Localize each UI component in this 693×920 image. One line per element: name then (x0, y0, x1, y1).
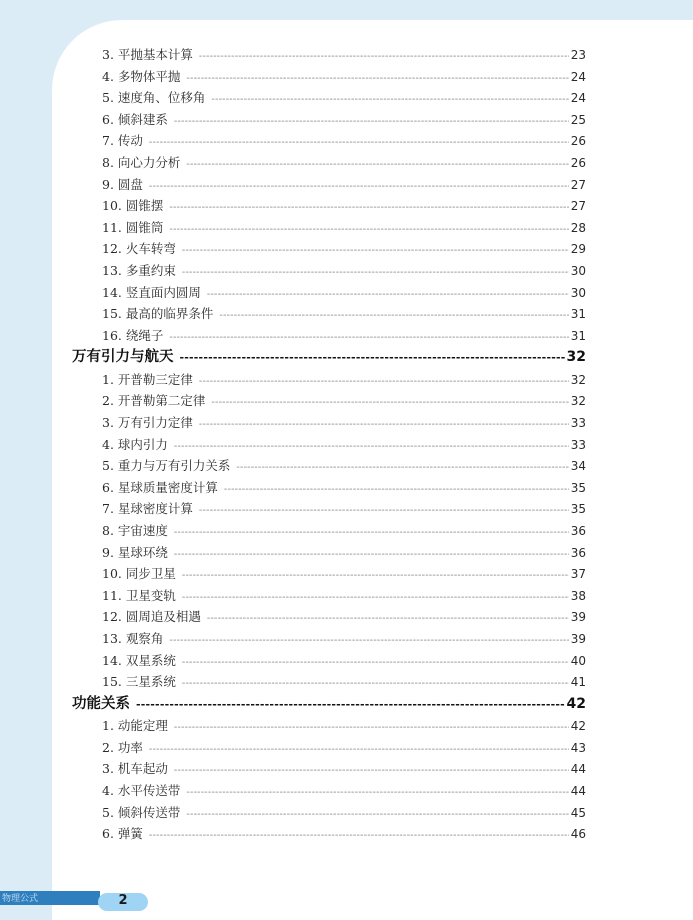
toc-entry[interactable] (72, 369, 586, 391)
toc-dot-leader (186, 68, 568, 90)
toc-entry[interactable] (72, 260, 586, 282)
toc-entry-title: 12. 火车转弯 (102, 241, 176, 257)
toc-dot-leader (199, 414, 569, 436)
toc-entry-title: 5. 倾斜传送带 (102, 804, 181, 820)
toc-dot-leader (207, 284, 569, 306)
toc-entry[interactable] (72, 412, 586, 434)
toc-entry[interactable] (72, 823, 586, 845)
toc-page-number: 29 (570, 242, 586, 257)
toc-entry[interactable] (72, 325, 586, 347)
table-of-contents (72, 44, 586, 845)
toc-entry-title: 3. 万有引力定律 (102, 415, 193, 430)
toc-dot-leader (149, 739, 569, 761)
toc-page-number: 36 (570, 523, 586, 538)
toc-entry[interactable] (72, 758, 586, 780)
toc-entry-title: 6. 星球质量密度计算 (102, 479, 218, 495)
toc-dot-leader (182, 565, 569, 587)
toc-entry-title: 7. 星球密度计算 (102, 501, 193, 517)
footer-label: 物理公式 (2, 894, 39, 904)
toc-page-number: 42 (566, 695, 586, 712)
toc-dot-leader (149, 176, 569, 198)
toc-dot-leader (174, 522, 569, 544)
toc-page-number: 30 (570, 285, 586, 300)
toc-entry-title: 万有引力与航天 (72, 349, 174, 366)
toc-dot-leader (180, 347, 565, 370)
toc-entry[interactable] (72, 585, 586, 607)
toc-dot-leader (174, 436, 569, 458)
toc-dot-leader (149, 825, 569, 847)
toc-entry[interactable] (72, 130, 586, 152)
toc-page-number: 28 (570, 220, 586, 235)
toc-entry[interactable] (72, 671, 586, 693)
toc-page-number: 26 (570, 134, 586, 149)
toc-entry-title: 13. 多重约束 (102, 262, 176, 278)
toc-dot-leader (186, 804, 568, 826)
toc-entry-title: 功能关系 (72, 695, 130, 712)
toc-entry-title: 14. 双星系统 (102, 652, 176, 668)
toc-entry[interactable] (72, 715, 586, 737)
toc-entry-title: 6. 倾斜建系 (102, 111, 168, 127)
toc-dot-leader (182, 673, 569, 695)
toc-page-number: 24 (570, 69, 586, 84)
toc-dot-leader (207, 608, 569, 630)
toc-page-number: 31 (570, 328, 586, 343)
toc-page-number: 27 (570, 177, 586, 192)
toc-dot-leader (199, 371, 569, 393)
toc-dot-leader (174, 760, 569, 782)
toc-entry-title: 7. 传动 (102, 133, 143, 149)
toc-entry-title: 6. 弹簧 (102, 826, 143, 842)
toc-page-number: 41 (570, 675, 586, 690)
toc-dot-leader (211, 89, 568, 111)
toc-entry[interactable] (72, 66, 586, 88)
toc-page-number: 27 (570, 199, 586, 214)
toc-dot-leader (182, 652, 569, 674)
toc-entry[interactable] (72, 563, 586, 585)
toc-entry[interactable] (72, 44, 586, 66)
toc-page-number: 32 (566, 349, 586, 366)
toc-entry-title: 1. 开普勒三定律 (102, 371, 193, 387)
toc-page-number: 39 (570, 610, 586, 625)
toc-entry[interactable] (72, 780, 586, 802)
toc-entry-title: 8. 宇宙速度 (102, 522, 168, 538)
toc-page-number: 33 (570, 416, 586, 430)
footer-page-number: 2 (98, 893, 148, 911)
toc-entry-title: 3. 平抛基本计算 (102, 47, 193, 62)
toc-page-number: 33 (570, 437, 586, 452)
toc-page-number: 26 (570, 155, 586, 170)
toc-entry-title: 4. 水平传送带 (102, 783, 181, 798)
toc-page-number: 35 (570, 502, 586, 517)
toc-entry-title: 11. 圆锥筒 (102, 219, 164, 235)
toc-entry-title: 10. 同步卫星 (102, 566, 176, 582)
toc-entry[interactable] (72, 152, 586, 174)
toc-page-number: 40 (570, 653, 586, 668)
toc-entry-title: 4. 多物体平抛 (102, 68, 181, 84)
toc-page-number: 34 (570, 459, 586, 474)
toc-entry-title: 16. 绕绳子 (102, 327, 164, 343)
toc-dot-leader (169, 630, 568, 652)
toc-page-number: 42 (570, 719, 586, 734)
toc-entry-title: 14. 竖直面内圆周 (102, 284, 201, 300)
toc-entry[interactable] (72, 606, 586, 628)
toc-dot-leader (186, 782, 568, 804)
toc-entry[interactable] (72, 434, 586, 456)
toc-entry[interactable] (72, 217, 586, 239)
toc-dot-leader (182, 240, 569, 262)
toc-entry[interactable] (72, 737, 586, 759)
toc-page-number: 23 (570, 48, 586, 62)
toc-entry-title: 13. 观察角 (102, 630, 164, 646)
toc-entry-title: 9. 星球环绕 (102, 544, 168, 560)
toc-entry[interactable] (72, 650, 586, 672)
toc-dot-leader (169, 197, 568, 219)
toc-page-number: 30 (570, 263, 586, 278)
toc-page-number: 44 (570, 762, 586, 777)
toc-dot-leader (174, 544, 569, 566)
toc-entry[interactable] (72, 520, 586, 542)
toc-entry[interactable] (72, 174, 586, 196)
toc-page-number: 36 (570, 545, 586, 560)
toc-dot-leader (136, 694, 565, 717)
toc-dot-leader (224, 479, 569, 501)
toc-page-number: 39 (570, 631, 586, 646)
toc-page-number: 45 (570, 805, 586, 820)
toc-entry-title: 8. 向心力分析 (102, 154, 181, 170)
toc-dot-leader (211, 392, 568, 414)
toc-entry[interactable] (72, 498, 586, 520)
toc-entry[interactable] (72, 238, 586, 260)
toc-dot-leader (182, 587, 569, 609)
toc-entry-title: 5. 重力与万有引力关系 (102, 458, 231, 474)
toc-dot-leader (199, 46, 569, 68)
toc-entry-title: 15. 三星系统 (102, 674, 176, 690)
toc-entry-title: 1. 动能定理 (102, 718, 168, 734)
footer-section-tab (0, 891, 100, 905)
toc-dot-leader (186, 154, 568, 176)
toc-page-number: 32 (570, 394, 586, 409)
toc-section-heading[interactable] (72, 693, 586, 716)
toc-page-number: 32 (570, 372, 586, 387)
toc-entry[interactable] (72, 87, 586, 109)
toc-page-number: 37 (570, 567, 586, 582)
toc-dot-leader (174, 111, 569, 133)
toc-dot-leader (236, 457, 568, 479)
toc-entry-title: 2. 开普勒第二定律 (102, 393, 206, 409)
toc-dot-leader (199, 500, 569, 522)
toc-entry-title: 15. 最高的临界条件 (102, 306, 214, 322)
toc-page-number: 35 (570, 480, 586, 495)
toc-dot-leader (169, 219, 568, 241)
toc-entry[interactable] (72, 455, 586, 477)
toc-entry-title: 4. 球内引力 (102, 436, 168, 452)
toc-dot-leader (182, 262, 569, 284)
toc-entry[interactable] (72, 303, 586, 325)
toc-entry[interactable] (72, 390, 586, 412)
toc-entry[interactable] (72, 628, 586, 650)
toc-page-number: 24 (570, 91, 586, 106)
toc-entry[interactable] (72, 195, 586, 217)
toc-entry[interactable] (72, 802, 586, 824)
toc-page-number: 38 (570, 588, 586, 603)
toc-entry[interactable] (72, 109, 586, 131)
toc-entry[interactable] (72, 542, 586, 564)
toc-page-number: 44 (570, 784, 586, 798)
toc-entry-title: 12. 圆周追及相遇 (102, 609, 201, 625)
toc-dot-leader (149, 132, 569, 154)
toc-dot-leader (174, 717, 569, 739)
toc-page-number: 46 (570, 827, 586, 842)
toc-dot-leader (219, 305, 568, 327)
toc-entry[interactable] (72, 282, 586, 304)
toc-entry-title: 5. 速度角、位移角 (102, 90, 206, 106)
toc-entry-title: 9. 圆盘 (102, 176, 143, 192)
toc-section-heading[interactable] (72, 346, 586, 369)
toc-dot-leader (169, 327, 568, 349)
toc-page-number: 43 (570, 740, 586, 755)
toc-entry-title: 10. 圆锥摆 (102, 198, 164, 214)
toc-page-number: 25 (570, 112, 586, 127)
toc-entry[interactable] (72, 477, 586, 499)
toc-entry-title: 2. 功率 (102, 739, 143, 755)
toc-entry-title: 3. 机车起动 (102, 761, 168, 777)
toc-entry-title: 11. 卫星变轨 (102, 587, 176, 603)
toc-page-number: 31 (570, 307, 586, 322)
